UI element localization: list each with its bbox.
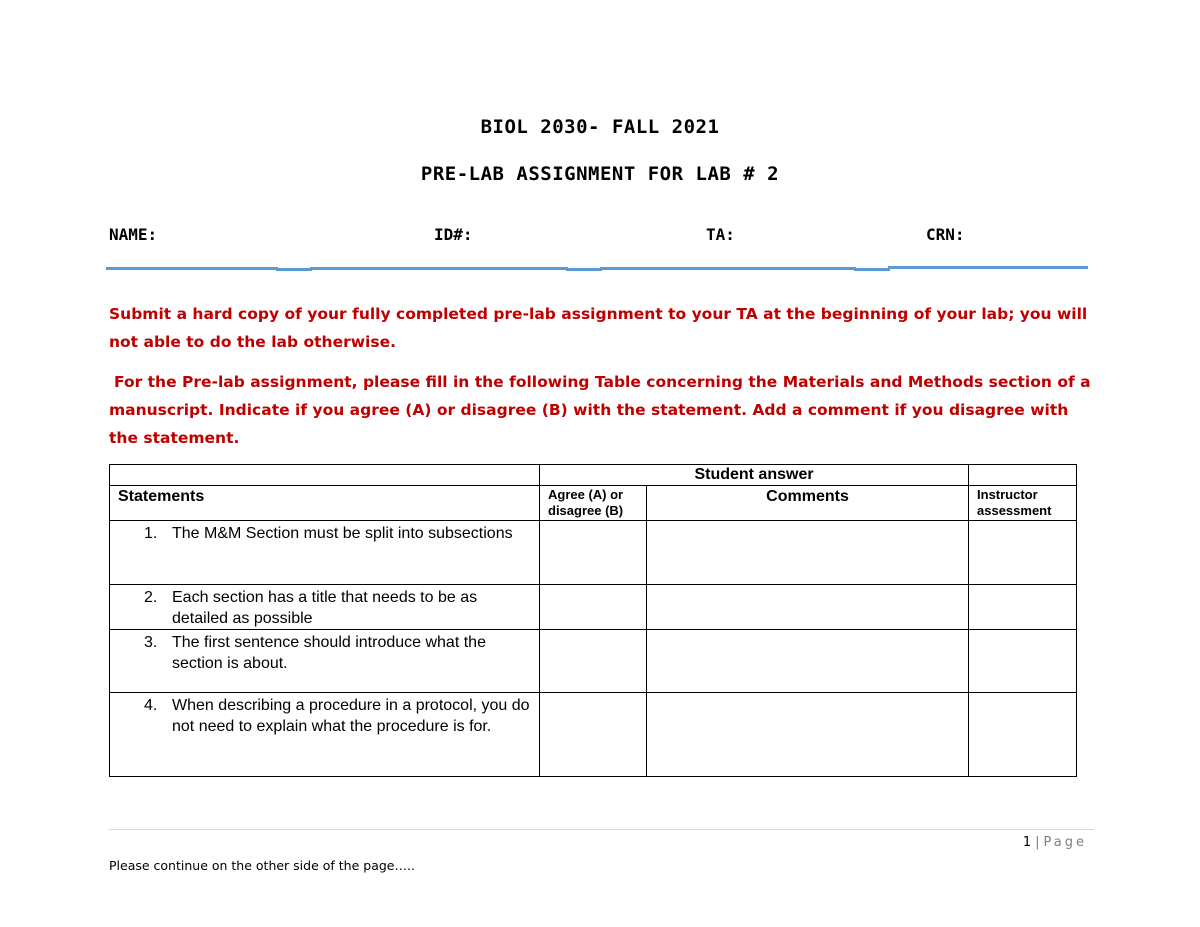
ta-label: TA: [706, 225, 735, 244]
statement-number: 4. [144, 697, 158, 714]
instructor-cell[interactable] [969, 630, 1077, 693]
statement-text: The M&M Section must be split into subsections [172, 525, 513, 542]
statement-cell [110, 585, 540, 630]
agree-cell[interactable] [540, 585, 647, 630]
instructor-cell[interactable] [969, 521, 1077, 585]
student-answer-header: Student answer [540, 465, 969, 486]
instructor-header: Instructor assessment [969, 486, 1077, 521]
empty-header-cell [969, 465, 1077, 486]
instructor-cell[interactable] [969, 693, 1077, 777]
statement-number: 1. [144, 525, 158, 542]
id-label: ID#: [434, 225, 473, 244]
instructor-cell[interactable] [969, 585, 1077, 630]
table-row [110, 521, 1077, 585]
comment-cell[interactable] [647, 585, 969, 630]
table-column-header-row [110, 486, 1077, 521]
agree-cell[interactable] [540, 521, 647, 585]
name-label: NAME: [109, 225, 158, 244]
statement-text: The first sentence should introduce what the section is about. [172, 634, 486, 672]
statement-cell [110, 693, 540, 777]
page-word: Page [1043, 835, 1087, 850]
statement-text: Each section has a title that needs to be as detailed as possible [172, 589, 478, 627]
statement-text: When describing a procedure in a protocol, you do not need to explain what the procedure is for. [172, 697, 530, 735]
table-instruction [109, 368, 1099, 452]
agree-cell[interactable] [540, 630, 647, 693]
crn-label: CRN: [926, 225, 965, 244]
course-title: BIOL 2030- FALL 2021 [480, 116, 720, 138]
page-separator: | [1035, 835, 1040, 850]
page-number-value: 1 [1022, 835, 1032, 850]
table-row [110, 630, 1077, 693]
assessment-table [109, 464, 1077, 777]
statement-number: 3. [144, 634, 158, 651]
comments-header: Comments [647, 486, 969, 521]
agree-header: Agree (A) or disagree (B) [540, 486, 647, 521]
page-number [1023, 835, 1087, 850]
comment-cell[interactable] [647, 630, 969, 693]
comment-cell[interactable] [647, 521, 969, 585]
table-group-header-row [110, 465, 1077, 486]
continue-note: Please continue on the other side of the page….. [109, 858, 415, 873]
statement-cell [110, 630, 540, 693]
table-row [110, 585, 1077, 630]
statement-number: 2. [144, 589, 158, 606]
footer-divider [109, 829, 1094, 830]
statements-header: Statements [110, 486, 540, 521]
table-instruction-text: For the Pre-lab assignment, please fill in the following Table concerning the Materials and Methods section of a manuscript. Indicate if you agree (A) or disagree (B) with the statement. Add a comment if you disagree with the statement. [109, 373, 1091, 447]
agree-cell[interactable] [540, 693, 647, 777]
assignment-title: PRE-LAB ASSIGNMENT FOR LAB # 2 [420, 163, 780, 185]
comment-cell[interactable] [647, 693, 969, 777]
empty-header-cell [110, 465, 540, 486]
statement-cell [110, 521, 540, 585]
submit-instruction: Submit a hard copy of your fully completed pre-lab assignment to your TA at the beginning of your lab; you will not able to do the lab otherwise. [109, 305, 1088, 351]
table-row [110, 693, 1077, 777]
